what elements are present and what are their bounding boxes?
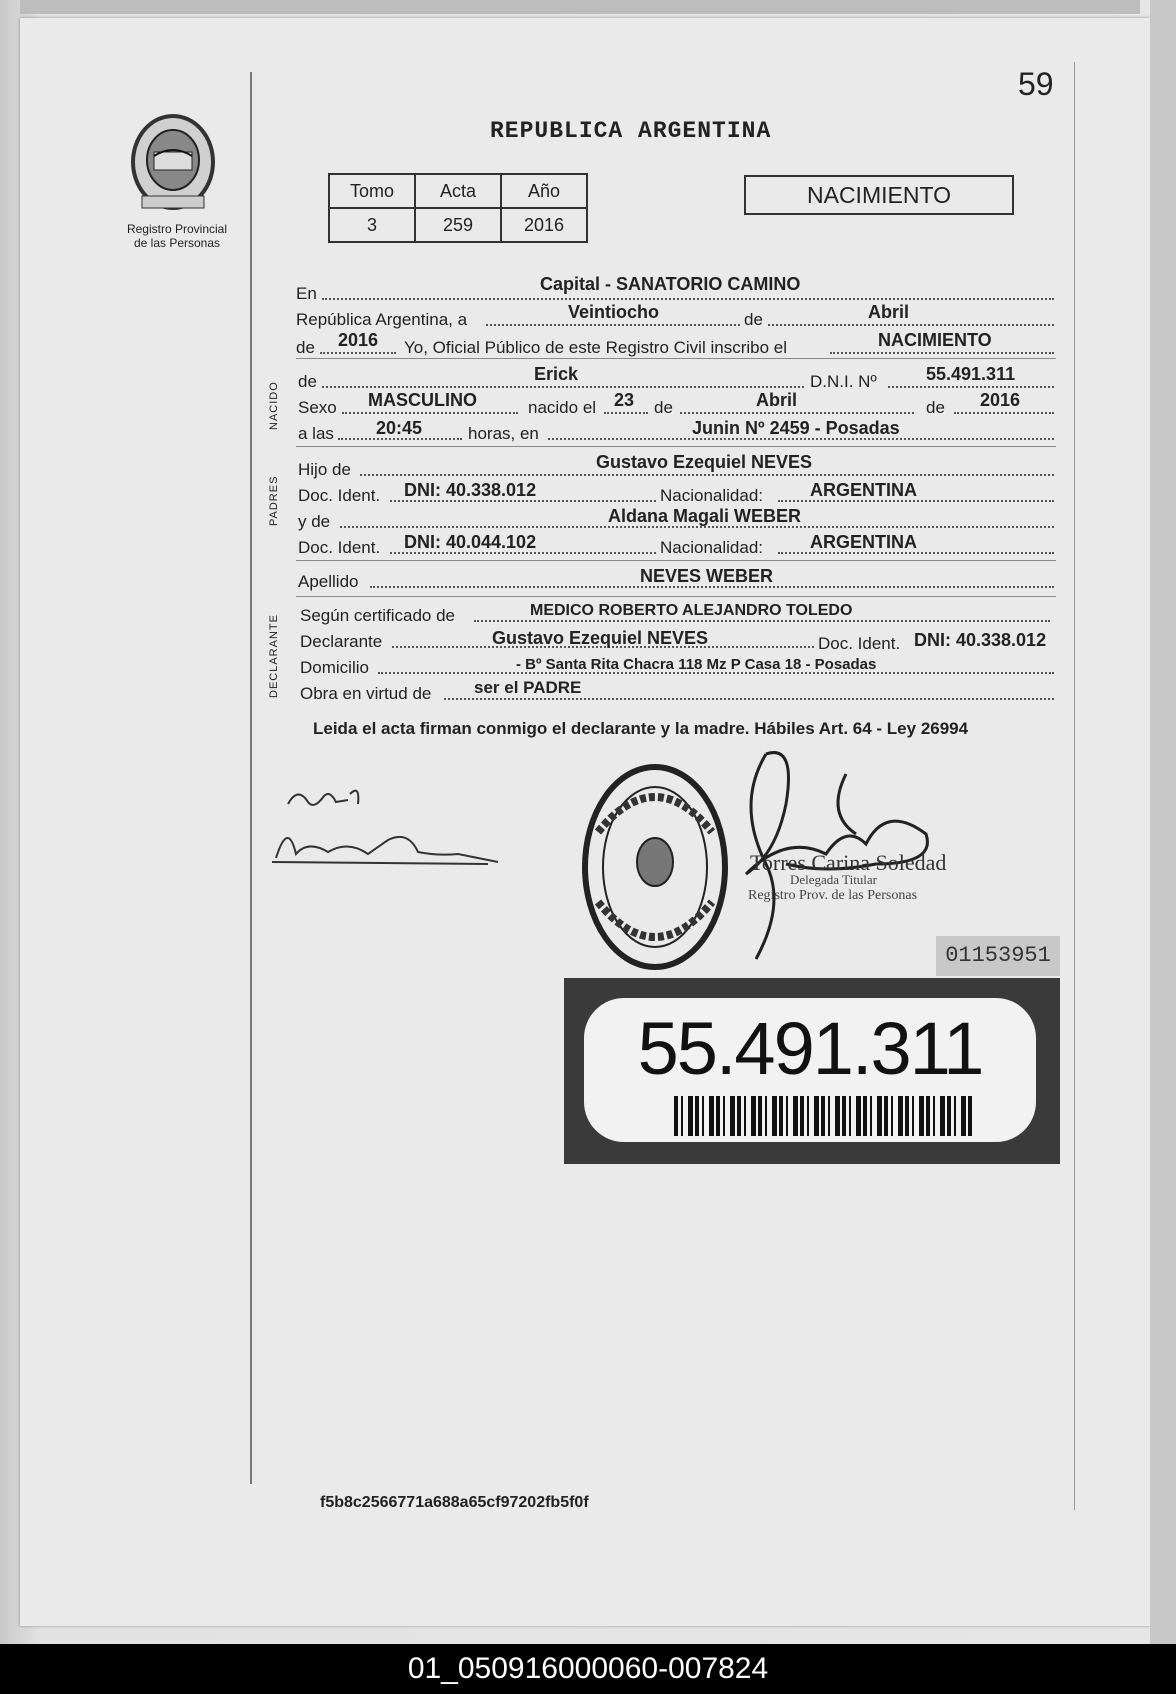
dotted-line (342, 412, 518, 414)
province-seal-logo (124, 108, 222, 216)
tomo-header: Tomo (329, 174, 415, 208)
label-declarante: Declarante (300, 632, 383, 651)
section-separator (296, 446, 1056, 447)
section-label-padres: PADRES (268, 475, 280, 526)
value-anio-nac: 2016 (980, 390, 1021, 410)
dotted-line (768, 324, 1054, 326)
value-sexo: MASCULINO (368, 390, 477, 410)
value-padre: Gustavo Ezequiel NEVES (596, 452, 813, 472)
label-dni: D.N.I. Nº (810, 372, 877, 391)
label-republica: República Argentina, a (296, 310, 468, 329)
label-obra: Obra en virtud de (300, 684, 432, 703)
serial-number: 01153951 (936, 936, 1060, 976)
dotted-line (954, 412, 1054, 414)
label-de: de (744, 310, 763, 329)
label-domicilio: Domicilio (300, 658, 369, 677)
signature-name: Torres Carina Soledad (750, 850, 947, 875)
official-stamp (580, 762, 730, 972)
value-madre: Aldana Magali WEBER (608, 506, 802, 526)
footer-id: 01_050916000060-007824 (0, 1644, 1176, 1694)
left-margin-line (250, 72, 252, 1484)
declarant-signature (268, 780, 508, 890)
section-separator (296, 560, 1056, 561)
label-hijo-de: Hijo de (298, 460, 351, 479)
label-de-name: de (298, 372, 317, 391)
label-yo: Yo, Oficial Público de este Registro Civil inscribo el (404, 338, 787, 357)
dotted-line (888, 386, 1054, 388)
label-en: En (296, 284, 317, 303)
label-sexo: Sexo (298, 398, 337, 417)
dotted-line (830, 352, 1054, 354)
value-declarante-dni: DNI: 40.338.012 (914, 630, 1047, 650)
value-apellido: NEVES WEBER (640, 566, 774, 586)
dotted-line (474, 620, 1050, 622)
logo-caption-line1: Registro Provincial (126, 222, 228, 236)
value-padre-nac: ARGENTINA (810, 480, 917, 500)
label-nacido-el: nacido el (528, 398, 597, 417)
dotted-line (322, 386, 804, 388)
label-de-mes: de (654, 398, 673, 417)
value-dia-texto: Veintiocho (568, 302, 660, 322)
dotted-line (322, 298, 1054, 300)
dni-sticker (564, 978, 1060, 1164)
value-certificado: MEDICO ROBERTO ALEJANDRO TOLEDO (530, 602, 853, 619)
value-lugar: Capital - SANATORIO CAMINO (540, 274, 801, 294)
signature-office: Registro Prov. de las Personas (748, 888, 918, 903)
section-label-nacido: NACIDO (268, 381, 280, 430)
value-dia: 23 (614, 390, 635, 410)
value-dni: 55.491.311 (926, 364, 1016, 384)
acta-value: 259 (415, 208, 501, 242)
label-doc-ident-padre: Doc. Ident. (298, 486, 381, 505)
right-margin-line (1074, 62, 1075, 1510)
logo-caption-line2: de las Personas (133, 236, 221, 250)
sticker-label (584, 998, 1036, 1142)
anio-header: Año (501, 174, 587, 208)
top-strip (20, 0, 1140, 14)
label-horas-en: horas, en (468, 424, 539, 443)
value-mes-nac: Abril (756, 390, 798, 410)
label-doc-ident-madre: Doc. Ident. (298, 538, 381, 557)
value-domicilio: - Bº Santa Rita Chacra 118 Mz P Casa 18 - Posadas (516, 656, 877, 673)
document-title: REPUBLICA ARGENTINA (490, 118, 772, 144)
label-apellido: Apellido (298, 572, 359, 591)
anio-value: 2016 (501, 208, 587, 242)
value-obra: ser el PADRE (474, 678, 582, 697)
tomo-value: 3 (329, 208, 415, 242)
value-anio: 2016 (338, 330, 379, 350)
value-domicilio-nac: Junin Nº 2459 - Posadas (692, 418, 900, 438)
label-nacionalidad-padre: Nacionalidad: (660, 486, 764, 505)
right-edge (1150, 0, 1176, 1694)
label-de-anio-nac: de (926, 398, 945, 417)
acta-header: Acta (415, 174, 501, 208)
value-padre-dni: DNI: 40.338.012 (404, 480, 537, 500)
label-nacionalidad-madre: Nacionalidad: (660, 538, 764, 557)
section-separator (296, 358, 1056, 359)
dotted-line (604, 412, 648, 414)
label-a-las: a las (298, 424, 334, 443)
label-y-de: y de (298, 512, 331, 531)
section-separator (296, 596, 1056, 597)
value-madre-dni: DNI: 40.044.102 (404, 532, 537, 552)
logo-caption (112, 222, 242, 250)
dotted-line (486, 324, 740, 326)
label-de-anio: de (296, 338, 315, 357)
dotted-line (680, 412, 914, 414)
value-hora: 20:45 (376, 418, 423, 438)
page-number: 59 (1018, 66, 1054, 102)
section-label-declarante: DECLARANTE (268, 614, 280, 698)
dotted-line (320, 352, 396, 354)
value-declarante: Gustavo Ezequiel NEVES (492, 628, 709, 648)
value-nombre: Erick (534, 364, 579, 384)
value-tipo: NACIMIENTO (878, 330, 992, 350)
sticker-number: 55.491.311 (637, 1007, 983, 1090)
record-type-box: NACIMIENTO (744, 175, 1014, 215)
document-hash: f5b8c2566771a688a65cf97202fb5f0f (320, 1494, 589, 1511)
barcode (674, 1096, 974, 1136)
registry-table (328, 173, 588, 243)
closing-note: Leida el acta firman conmigo el declarante y la madre. Hábiles Art. 64 - Ley 26994 (313, 719, 969, 738)
value-madre-nac: ARGENTINA (810, 532, 917, 552)
label-segun: Según certificado de (300, 606, 455, 625)
dotted-line (360, 474, 1054, 476)
label-doc-ident-declarante: Doc. Ident. (818, 634, 901, 653)
signature-role: Delegada Titular (790, 872, 878, 887)
dotted-line (444, 698, 1054, 700)
value-mes: Abril (868, 302, 910, 322)
